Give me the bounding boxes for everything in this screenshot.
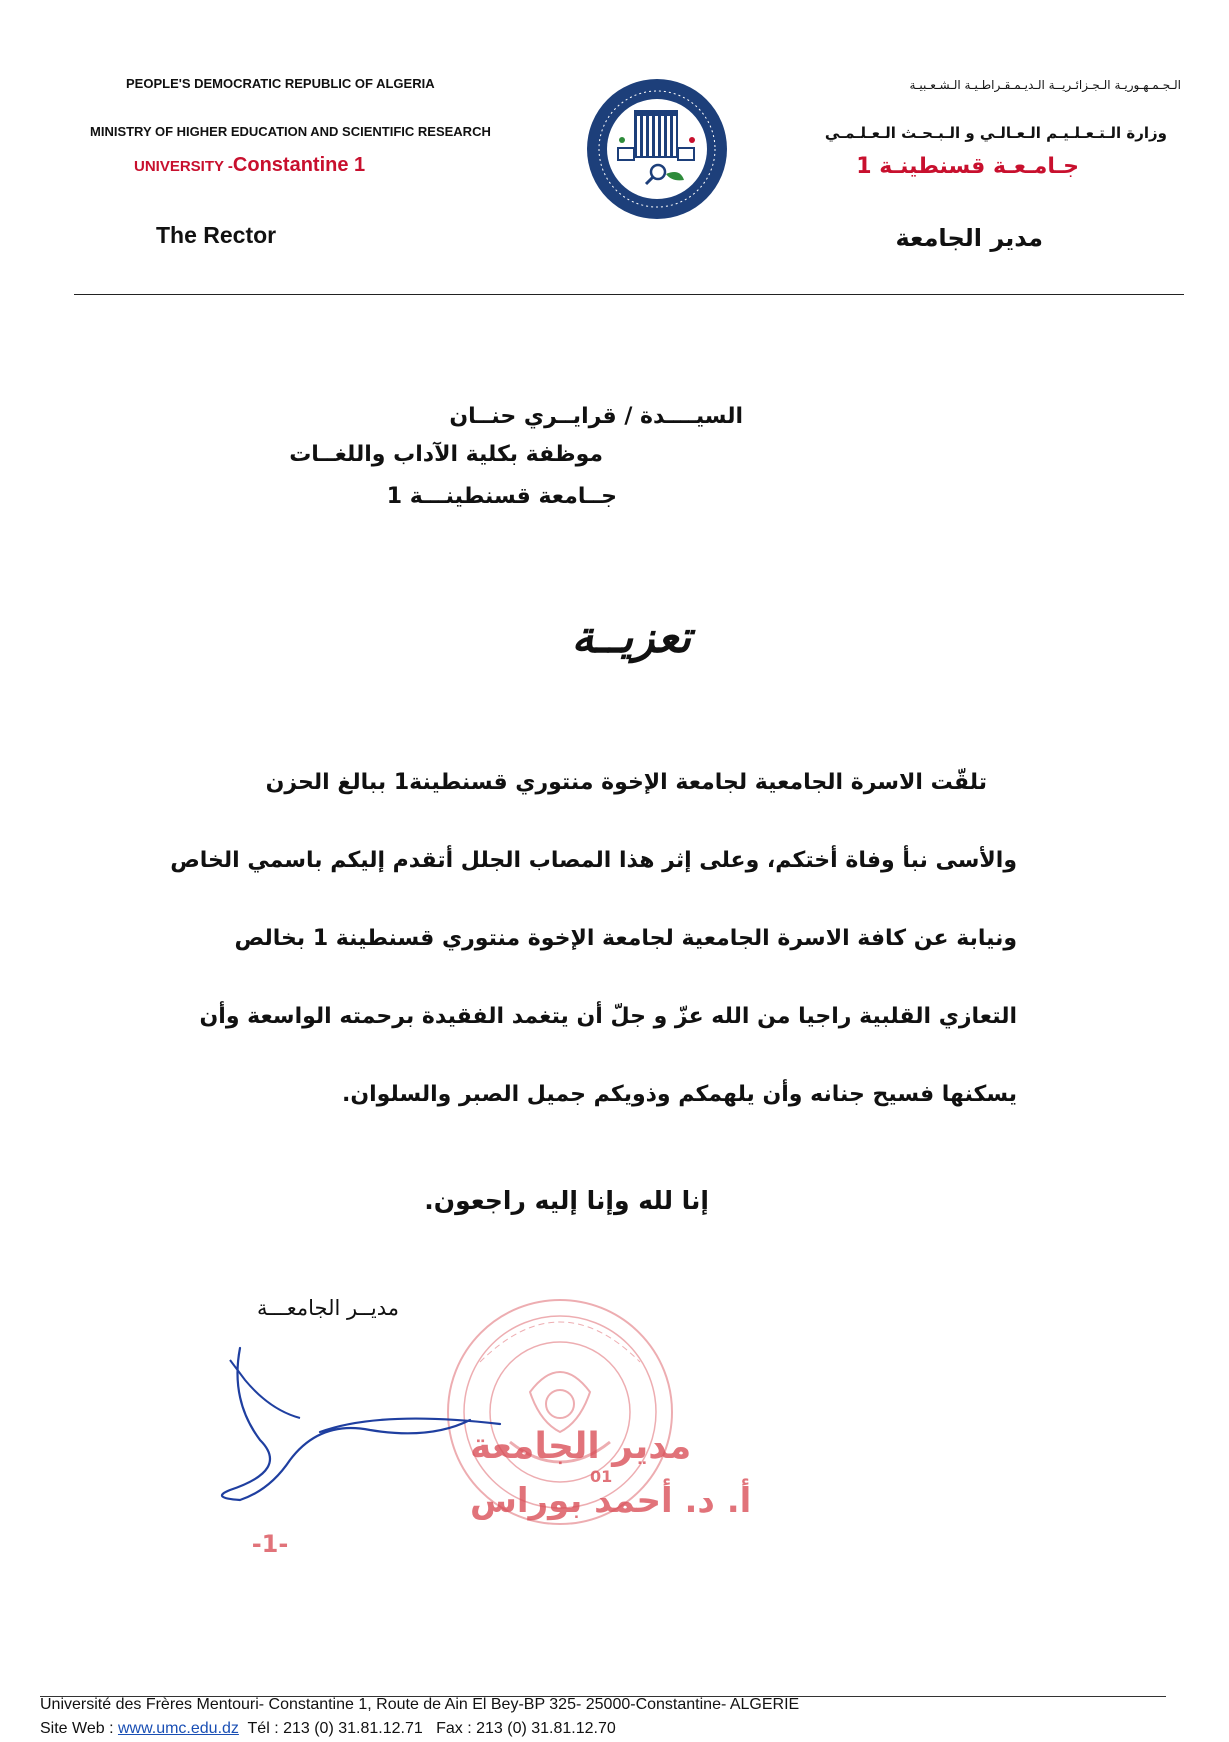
website-link[interactable]: www.umc.edu.dz: [117, 1720, 239, 1737]
ministry-name-en: MINISTRY OF HIGHER EDUCATION AND SCIENTIFIC RESEARCH: [90, 124, 491, 139]
ministry-name-ar: وزارة الـتـعـلـيـم الـعـالـي و الـبـحـث الـعـلـمـي: [824, 124, 1167, 142]
closing-phrase: إنا لله وإنا إليه راجعون.: [424, 1186, 709, 1215]
body-line-4: التعازي القلبية راجيا من الله عزّ و جلّ أن يتغمد الفقيدة برحمته الواسعة وأن: [199, 1004, 1017, 1029]
body-line-1: تلقّت الاسرة الجامعية لجامعة الإخوة منتوري قسنطينة1 ببالغ الحزن: [265, 770, 987, 795]
footer-address: Université des Frères Mentouri- Constantine 1, Route de Ain El Bey-BP 325- 25000-Constantine- ALGERIE: [40, 1696, 800, 1713]
university-city-en: Constantine 1: [232, 154, 366, 176]
round-stamp-number: 01: [590, 1467, 613, 1486]
addressee-position: موظفة بكلية الآداب واللغــات: [289, 442, 603, 467]
phone-number: Tél : 213 (0) 31.81.12.71: [247, 1720, 423, 1737]
university-seal-icon: [584, 76, 730, 222]
country-name-en: PEOPLE'S DEMOCRATIC REPUBLIC OF ALGERIA: [126, 76, 435, 91]
document-title: تعزيــة: [571, 612, 691, 663]
fax-number: Fax : 213 (0) 31.81.12.70: [436, 1720, 616, 1737]
site-label: Site Web :: [40, 1720, 118, 1737]
rector-title-ar: مدير الجامعة: [895, 224, 1043, 252]
university-prefix-en: UNIVERSITY -: [134, 158, 233, 175]
university-name-ar: جـامـعـة قسنطينـة 1: [856, 154, 1079, 179]
body-line-2: والأسى نبأ وفاة أختكم، وعلى إثر هذا المصاب الجلل أتقدم إليكم باسمي الخاص: [170, 848, 1017, 873]
handwritten-signature: [170, 1340, 520, 1510]
stamp-rector-title: مدير الجامعة: [470, 1426, 692, 1467]
signatory-title: مديــر الجامعـــة: [257, 1296, 399, 1320]
header-divider: [74, 294, 1184, 295]
body-line-5: يسكنها فسيح جنانه وأن يلهمكم وذويكم جميل الصبر والسلوان.: [342, 1082, 1017, 1107]
footer-contact: [40, 1720, 616, 1738]
rector-title-en: The Rector: [156, 222, 277, 248]
country-name-ar: الـجـمـهـوريـة الـجـزائـريــة الـديـمـقـراطـيـة الـشـعـبيـة: [909, 78, 1181, 92]
stamp-number: -1-: [251, 1530, 289, 1558]
university-name-en: [134, 154, 365, 177]
stamp-rector-name: أ. د. أحمد بوراس: [470, 1481, 752, 1521]
body-line-3: ونيابة عن كافة الاسرة الجامعية لجامعة الإخوة منتوري قسنطينة 1 بخالص: [234, 926, 1017, 951]
addressee-name: السيــــدة / قرايــري حنــان: [449, 404, 743, 429]
addressee-university: جــامعة قسنطينـــة 1: [386, 484, 617, 509]
